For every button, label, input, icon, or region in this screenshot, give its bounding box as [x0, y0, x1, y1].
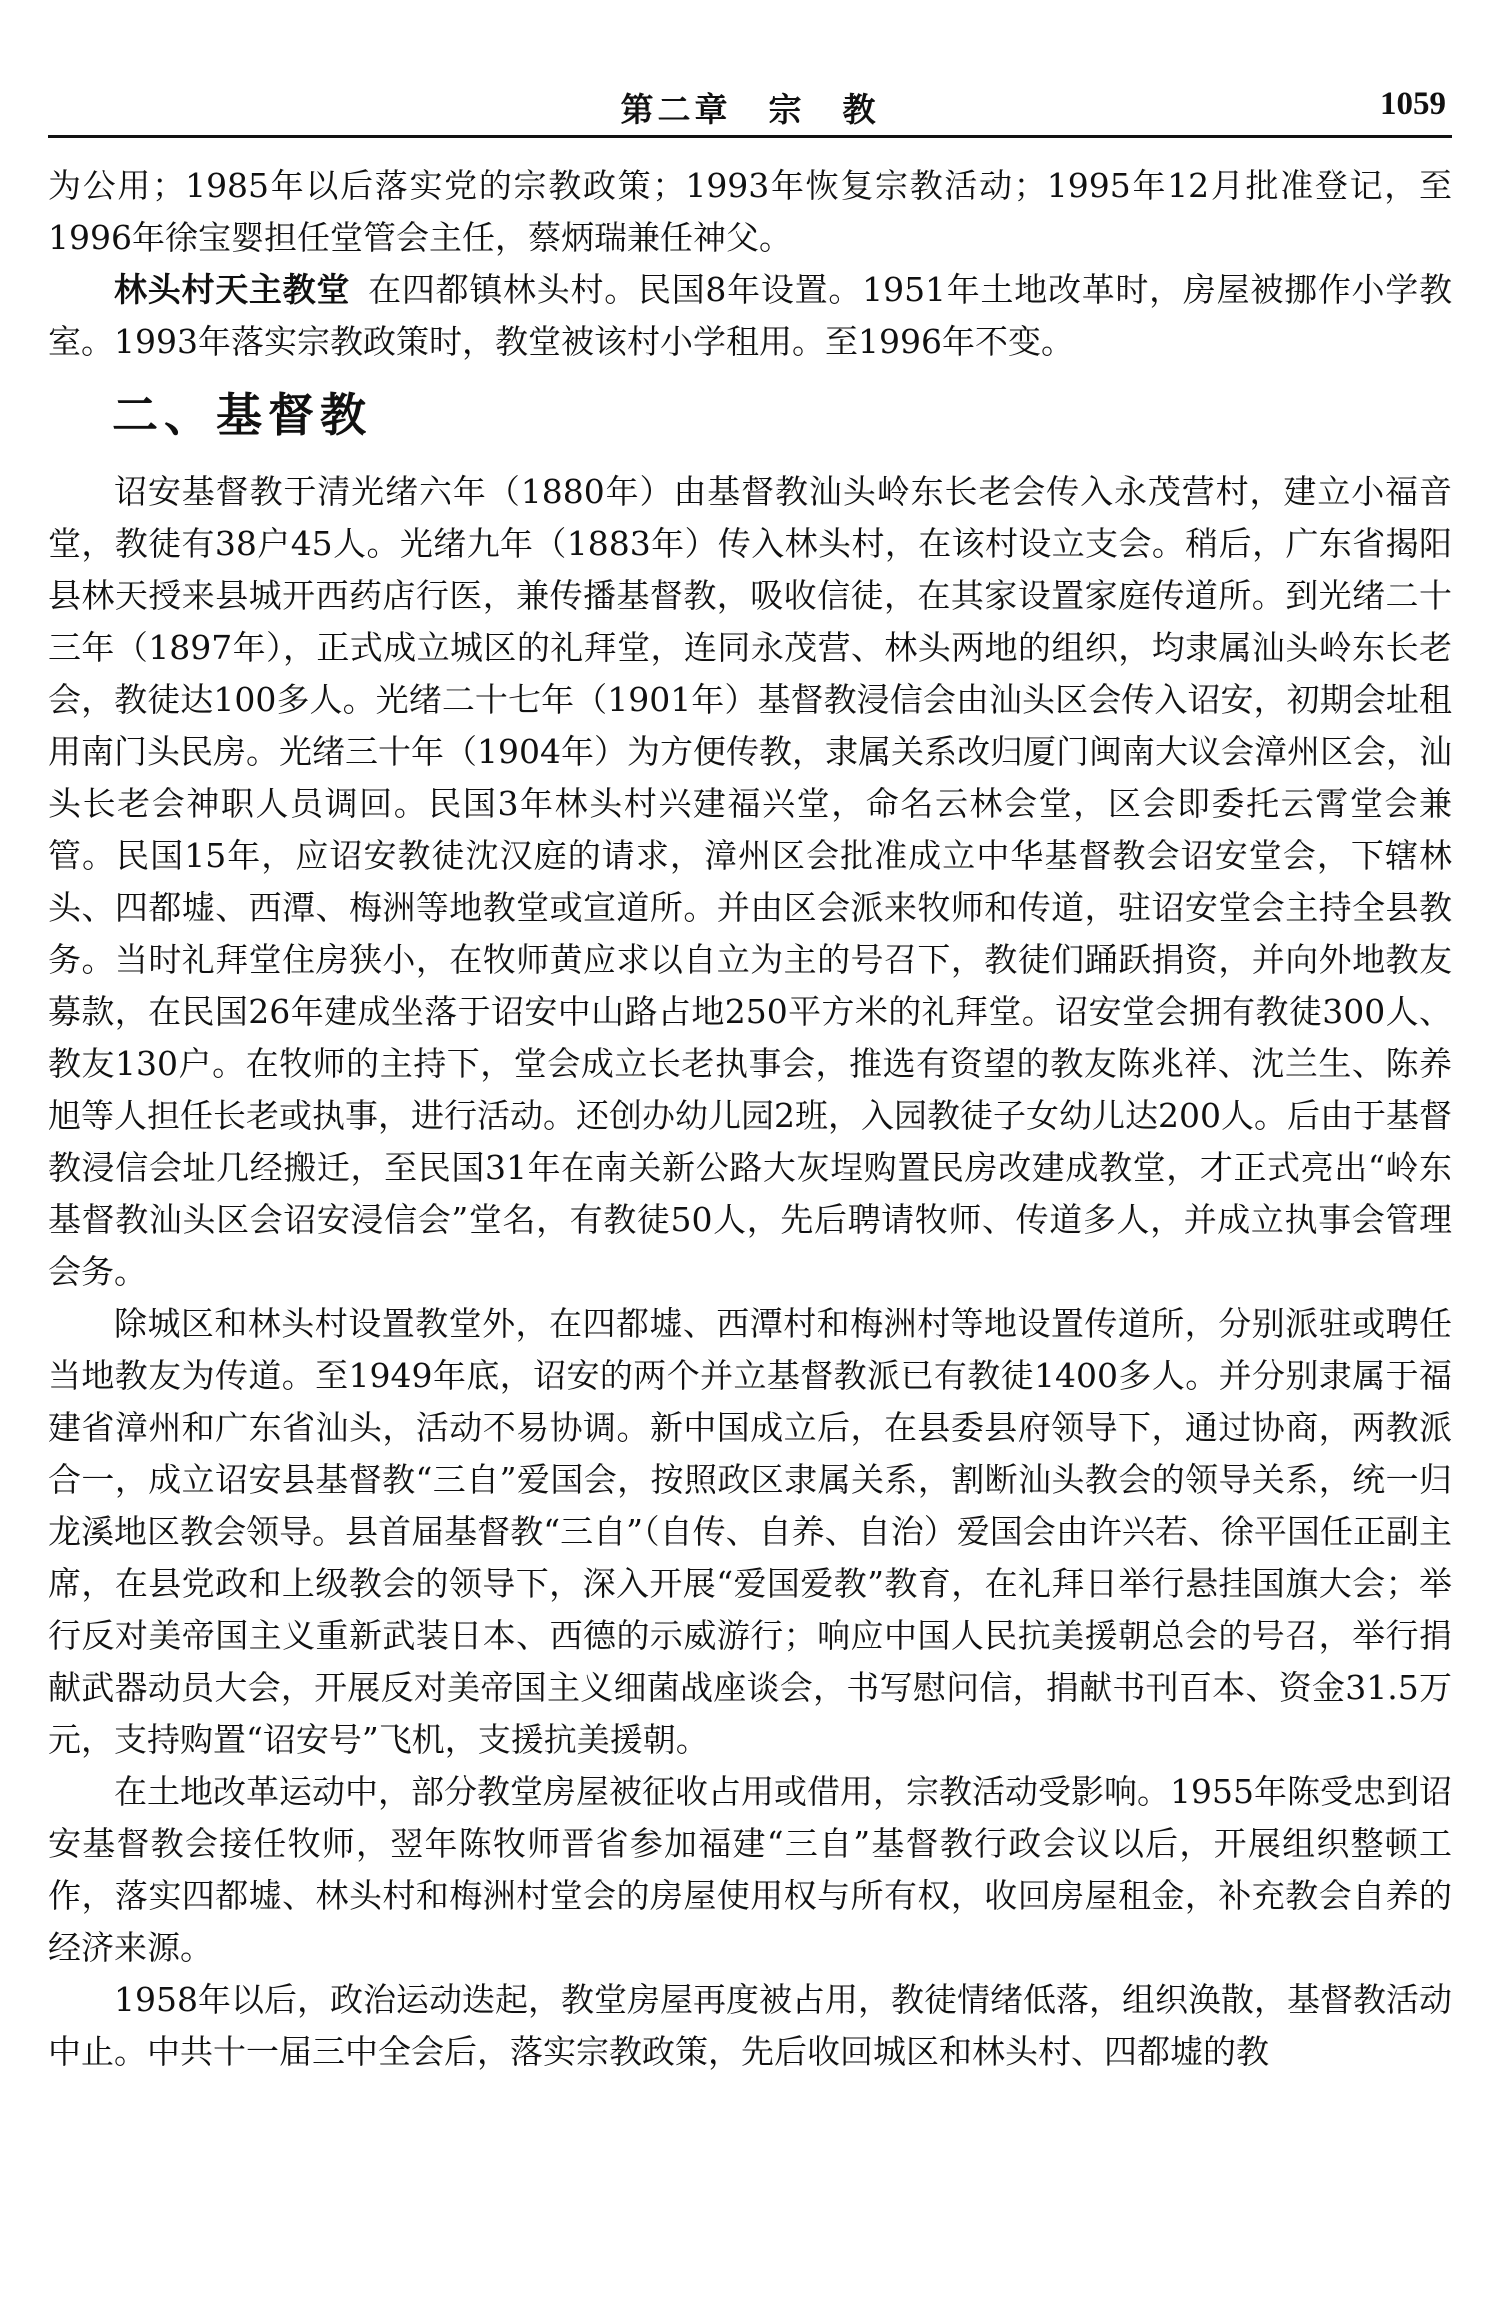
chapter-title: 第二章 宗 教: [620, 90, 880, 129]
paragraph: 1958年以后，政治运动迭起，教堂房屋再度被占用，教徒情绪低落，组织涣散，基督教活动中止。中共十一届三中全会后，落实宗教政策，先后收回城区和林头村、四都墟的教: [48, 1980, 1452, 2071]
running-header: [48, 72, 1452, 132]
entry-title: 林头村天主教堂: [114, 270, 351, 309]
paragraph: 除城区和林头村设置教堂外，在四都墟、西潭村和梅洲村等地设置传道所，分别派驻或聘任当地教友为传道。至1949年底，诏安的两个并立基督教派已有教徒1400多人。并分别隶属于福建省漳州和广东省汕头，活动不易协调。新中国成立后，在县委县府领导下，通过协商，两教派合一，成立诏安县基督教“三自”爱国会，按照政区隶属关系，割断汕头教会的领导关系，统一归龙溪地区教会领导。县首届基督教“三自”（自传、自养、自治）爱国会由许兴若、徐平国任正副主席，在县党政和上级教会的领导下，深入开展“爱国爱教”教育，在礼拜日举行悬挂国旗大会；举行反对美帝国主义重新武装日本、西德的示威游行；响应中国人民抗美援朝总会的号召，举行捐献武器动员大会，开展反对美帝国主义细菌战座谈会，书写慰问信，捐献书刊百本、资金31.5万元，支持购置“诏安号”飞机，支援抗美援朝。: [48, 1304, 1452, 1759]
paragraph: 在土地改革运动中，部分教堂房屋被征收占用或借用，宗教活动受影响。1955年陈受忠到诏安基督教会接任牧师，翌年陈牧师晋省参加福建“三自”基督教行政会议以后，开展组织整顿工作，落实四都墟、林头村和梅洲村堂会的房屋使用权与所有权，收回房屋租金，补充教会自养的经济来源。: [48, 1772, 1452, 1967]
paragraph-continued: 为公用；1985年以后落实党的宗教政策；1993年恢复宗教活动；1995年12月批准登记，至1996年徐宝婴担任堂管会主任，蔡炳瑞兼任神父。: [48, 166, 1452, 257]
header-divider: [48, 135, 1452, 138]
page-number: 1059: [1380, 86, 1446, 122]
paragraph: 诏安基督教于清光绪六年（1880年）由基督教汕头岭东长老会传入永茂营村，建立小福音堂，教徒有38户45人。光绪九年（1883年）传入林头村，在该村设立支会。稍后，广东省揭阳县林天授来县城开西药店行医，兼传播基督教，吸收信徒，在其家设置家庭传道所。到光绪二十三年（1897年），正式成立城区的礼拜堂，连同永茂营、林头两地的组织，均隶属汕头岭东长老会，教徒达100多人。光绪二十七年（1901年）基督教浸信会由汕头区会传入诏安，初期会址租用南门头民房。光绪三十年（1904年）为方便传教，隶属关系改归厦门闽南大议会漳州区会，汕头长老会神职人员调回。民国3年林头村兴建福兴堂，命名云林会堂，区会即委托云霄堂会兼管。民国15年，应诏安教徒沈汉庭的请求，漳州区会批准成立中华基督教会诏安堂会，下辖林头、四都墟、西潭、梅洲等地教堂或宣道所。并由区会派来牧师和传道，驻诏安堂会主持全县教务。当时礼拜堂住房狭小，在牧师黄应求以自立为主的号召下，教徒们踊跃捐资，并向外地教友募款，在民国26年建成坐落于诏安中山路占地250平方米的礼拜堂。诏安堂会拥有教徒300人、教友130户。在牧师的主持下，堂会成立长老执事会，推选有资望的教友陈兆祥、沈兰生、陈养旭等人担任长老或执事，进行活动。还创办幼儿园2班，入园教徒子女幼儿达200人。后由于基督教浸信会址几经搬迁，至民国31年在南关新公路大灰埕购置民房改建成教堂，才正式亮出“岭东基督教汕头区会诏安浸信会”堂名，有教徒50人，先后聘请牧师、传道多人，并成立执事会管理会务。: [48, 472, 1452, 1291]
body-text: [48, 160, 1452, 2078]
entry-linlou-church: [48, 264, 1452, 368]
entry-text: 在四都镇林头村。民国8年设置。1951年土地改革时，房屋被挪作小学教室。1993年落实宗教政策时，教堂被该村小学租用。至1996年不变。: [48, 270, 1453, 361]
section-heading: 二、基督教: [112, 388, 372, 442]
